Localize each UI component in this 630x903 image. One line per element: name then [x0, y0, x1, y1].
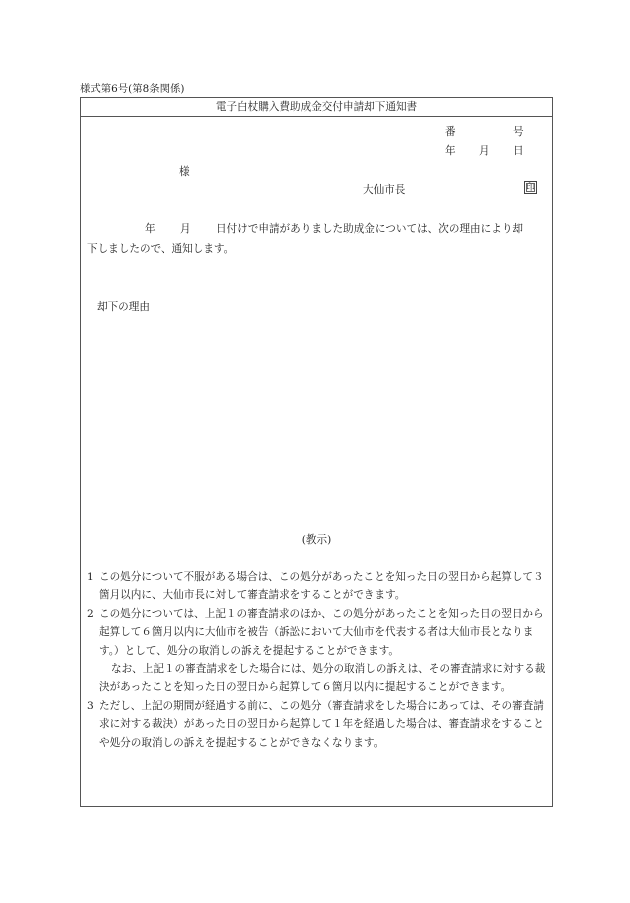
notice-form — [80, 97, 553, 807]
number-go: 号 — [513, 126, 524, 138]
addressee-suffix: 様 — [179, 166, 190, 178]
notice-item-2-note: なお、上記１の審査請求をした場合には、処分の取消しの訴えは、その審査請求に対する裁決があったことを知った日の翌日から起算して６箇月以内に提起することができます。 — [99, 663, 546, 694]
body-line2: 下しましたので、通知します。 — [87, 243, 235, 255]
body-year: 年 — [145, 223, 156, 235]
number-ban: 番 — [445, 126, 456, 138]
notice-item-1 — [87, 568, 549, 605]
notice-list — [87, 568, 549, 752]
notice-item-text: この処分については、上記１の審査請求のほか、この処分があったことを知った日の翌日から起算して６箇月以内に大仙市を被告（訴訟において大仙市を代表する者は大仙市長となります。）として、処分の取消しの訴えを提起することができます。 — [99, 607, 544, 657]
notice-item-text: ただし、上記の期間が経過する前に、この処分（審査請求をした場合にあっては、その審査請求に対する裁決）があった日の翌日から起算して１年を経過した場合は、審査請求をすることや処分の取消しの訴えを提起することができなくなります。 — [99, 699, 544, 749]
body-line1: 日付けで申請がありました助成金については、次の理由により却 — [216, 223, 524, 235]
notice-item-number: 3 — [87, 699, 94, 712]
seal-stamp: 印 — [525, 183, 535, 193]
notice-item-3 — [87, 697, 549, 752]
notice-item-number: 1 — [87, 571, 94, 583]
date-month: 月 — [479, 145, 490, 157]
form-number-label: 様式第6号(第8条関係) — [80, 83, 185, 95]
date-day: 日 — [513, 145, 524, 157]
notice-heading: (教示) — [301, 534, 332, 546]
date-year: 年 — [445, 145, 456, 157]
form-title: 電子白杖購入費助成金交付申請却下通知書 — [81, 98, 552, 117]
body-paragraph — [87, 219, 551, 259]
issuer-name: 大仙市長 — [363, 184, 406, 196]
notice-item-text: この処分について不服がある場合は、この処分があったことを知った日の翌日から起算して３箇月以内に、大仙市長に対して審査請求をすることができます。 — [99, 571, 544, 602]
notice-item-2 — [87, 605, 549, 660]
body-month: 月 — [180, 223, 191, 235]
notice-item-number: 2 — [87, 607, 94, 620]
reason-label: 却下の理由 — [97, 301, 150, 313]
